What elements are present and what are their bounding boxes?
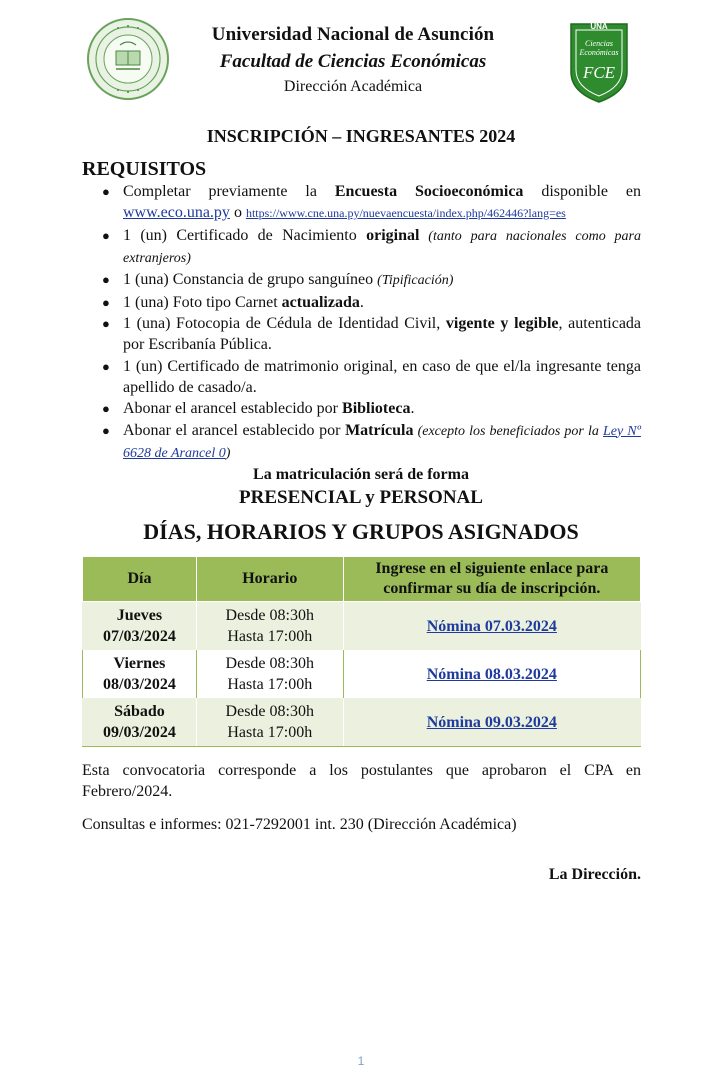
- fce-shield-icon: [568, 20, 630, 104]
- svg-text:Ciencias: Ciencias: [585, 39, 613, 48]
- department-name: Dirección Académica: [283, 78, 423, 95]
- document-title: INSCRIPCIÓN – INGRESANTES 2024: [206, 126, 516, 146]
- eco-una-link[interactable]: www.eco.una.py: [123, 204, 230, 221]
- announcement-paragraph: Esta convocatoria corresponde a los postulantes que aprobaron el CPA en Febrero/2024.: [82, 762, 641, 800]
- requirement-item: ● Completar previamente la Encuesta Socioeconómica disponible en www.eco.una.py o https://www.cne.una.py/nuevaencuesta/index.php/462446?lang=es: [102, 183, 642, 221]
- table-row: [83, 650, 641, 698]
- bullet-icon: ●: [102, 401, 110, 416]
- nomina-link-09[interactable]: Nómina 09.03.2024: [426, 713, 557, 731]
- table-row: [83, 602, 641, 651]
- day-cell: Viernes 08/03/2024: [83, 650, 197, 698]
- requirements-heading: REQUISITOS: [82, 158, 207, 180]
- university-name: Universidad Nacional de Asunción: [211, 24, 495, 45]
- survey-link[interactable]: https://www.cne.una.py/nuevaencuesta/index.php/462446?lang=es: [245, 206, 566, 220]
- bullet-icon: ●: [102, 294, 110, 310]
- faculty-name: Facultad de Ciencias Económicas: [219, 51, 487, 72]
- svg-text:FCE: FCE: [582, 63, 616, 82]
- requirement-item: ● 1 (un) Certificado de Nacimiento original (tanto para nacionales como para extranjeros): [102, 226, 641, 266]
- day-cell: Jueves 07/03/2024: [83, 602, 197, 651]
- bullet-icon: ●: [102, 316, 110, 331]
- matriculation-line-1: La matriculación será de forma: [253, 466, 469, 483]
- bullet-icon: ●: [102, 358, 110, 374]
- bullet-icon: ●: [102, 184, 110, 199]
- requirements-list: [100, 181, 641, 464]
- nomina-link-07[interactable]: Nómina 07.03.2024: [426, 617, 557, 635]
- requirement-item: ● 1 (una) Constancia de grupo sanguíneo (Tipificación): [102, 271, 454, 288]
- table-header-row: [83, 557, 641, 602]
- bullet-icon: ●: [102, 422, 110, 438]
- column-header-link: Ingrese en el siguiente enlace para confirmar su día de inscripción.: [343, 557, 640, 602]
- nomina-link-08[interactable]: Nómina 08.03.2024: [426, 665, 557, 683]
- column-header-time: Horario: [196, 557, 343, 602]
- time-cell: Desde 08:30h Hasta 17:00h: [196, 602, 343, 651]
- law-6628-link[interactable]: Ley Nº 6628 de Arancel 0: [123, 423, 641, 461]
- bullet-icon: ●: [102, 227, 110, 243]
- time-cell: Desde 08:30h Hasta 17:00h: [196, 650, 343, 698]
- contact-paragraph: Consultas e informes: 021-7292001 int. 230 (Dirección Académica): [82, 816, 517, 833]
- svg-text:Económicas: Económicas: [579, 48, 619, 57]
- column-header-day: Día: [83, 557, 197, 602]
- schedule-table: [82, 556, 641, 747]
- requirement-item: ● Abonar el arancel establecido por Biblioteca.: [102, 400, 415, 417]
- schedule-heading: DÍAS, HORARIOS Y GRUPOS ASIGNADOS: [143, 519, 579, 544]
- page-number: 1: [357, 1054, 365, 1068]
- signature: La Dirección.: [548, 866, 641, 883]
- day-cell: Sábado 09/03/2024: [83, 698, 197, 747]
- requirement-item: ● 1 (un) Certificado de matrimonio original, en caso de que el/la ingresante tenga apellido de casado/a.: [102, 357, 641, 396]
- matriculation-line-2: PRESENCIAL y PERSONAL: [239, 487, 483, 508]
- link-cell: [343, 698, 640, 747]
- svg-text:UNA: UNA: [590, 22, 608, 31]
- requirement-item: ● 1 (una) Foto tipo Carnet actualizada.: [102, 293, 364, 311]
- table-row: [83, 698, 641, 747]
- link-cell: [343, 650, 640, 698]
- link-cell: [343, 602, 640, 651]
- bullet-icon: ●: [102, 272, 110, 287]
- time-cell: Desde 08:30h Hasta 17:00h: [196, 698, 343, 747]
- requirement-item: ● 1 (una) Fotocopia de Cédula de Identidad Civil, vigente y legible, autenticada por Escribanía Pública.: [102, 315, 642, 353]
- requirement-item: ● Abonar el arancel establecido por Matrícula (excepto los beneficiados por la Ley Nº 6628 de Arancel 0): [102, 421, 641, 461]
